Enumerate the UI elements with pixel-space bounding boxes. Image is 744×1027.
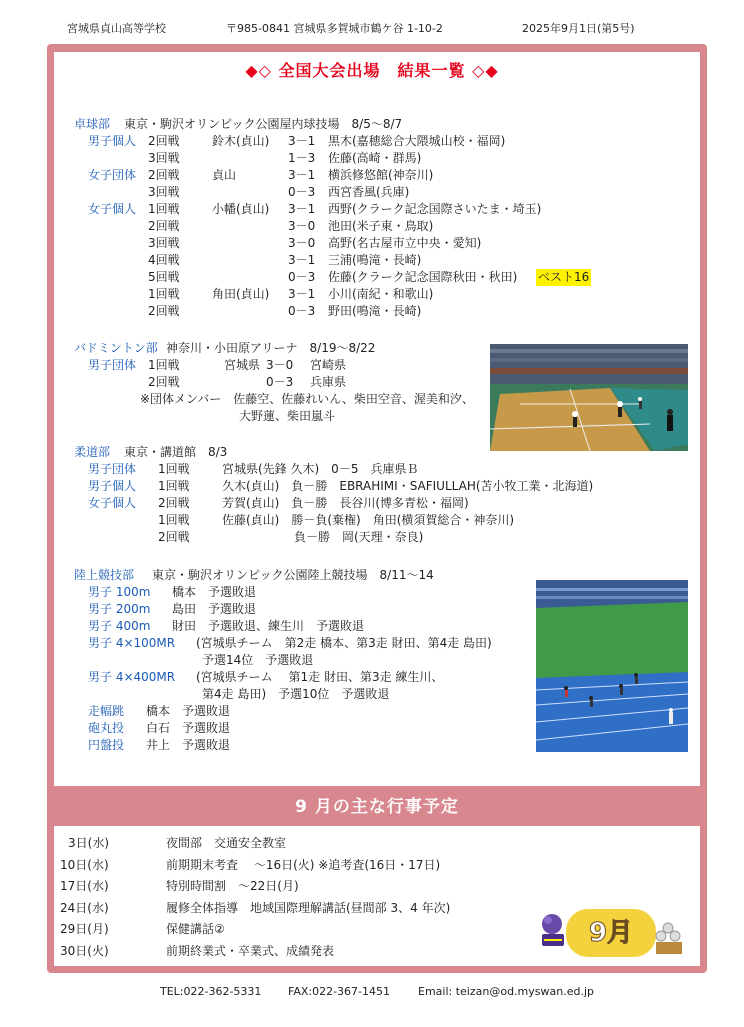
event-name: 円盤投 — [88, 738, 125, 752]
result-row — [74, 461, 674, 478]
opponent: 野田(鳴滝・長崎) — [328, 304, 422, 318]
score: 3－1 — [288, 168, 316, 182]
round: 1回戦 — [148, 287, 180, 301]
round: 2回戦 — [148, 304, 180, 318]
result-row — [74, 703, 544, 720]
round: 2回戦 — [158, 530, 190, 544]
schedule-row — [54, 834, 654, 852]
round: 1回戦 — [148, 202, 180, 216]
result-row — [74, 218, 674, 235]
event-name: 男子 4×100MR — [88, 636, 176, 650]
result-row — [74, 720, 544, 737]
category: 男子団体 — [88, 462, 137, 476]
sport-name: 卓球部 — [74, 117, 111, 131]
result-row — [74, 737, 544, 754]
result: 芳賀(貞山) 負－勝 長谷川(博多青松・福岡) — [222, 496, 469, 510]
player: 角田(貞山) — [212, 287, 270, 301]
event-name: 砲丸投 — [88, 721, 125, 735]
result-row — [74, 512, 674, 529]
opponent: 横浜修悠館(神奈川) — [328, 168, 434, 182]
score: 3－1 — [288, 253, 316, 267]
player: 小幡(貞山) — [212, 202, 270, 216]
player: 鈴木(貞山) — [212, 134, 270, 148]
schedule-event: 保健講話② — [166, 922, 225, 936]
category: 男子個人 — [88, 134, 137, 148]
event-name: 男子 400m — [88, 619, 151, 633]
result-row — [74, 150, 674, 167]
sport-name: 柔道部 — [74, 445, 111, 459]
schedule-date: 24日(水) — [60, 900, 109, 915]
round: 2回戦 — [148, 375, 180, 389]
schedule-date: 29日(月) — [60, 922, 109, 936]
venue: 東京・駒沢オリンピック公園屋内球技場 8/5～8/7 — [124, 117, 403, 131]
badminton-arena-image — [490, 344, 688, 451]
score: 3－1 — [288, 134, 316, 148]
page-footer — [0, 985, 744, 1001]
table-tennis-section — [74, 116, 674, 320]
opponent: 小川(南紀・和歌山) — [328, 287, 434, 301]
schedule-event: 前期期末考査 ～16日(火) ※追考査(16日・17日) — [166, 857, 441, 872]
result-row — [74, 495, 674, 512]
result-row — [74, 167, 674, 184]
category: 男子団体 — [88, 358, 137, 372]
badminton-photo — [490, 344, 688, 451]
result-row — [74, 201, 674, 218]
event-name: 男子 4×400MR — [88, 670, 176, 684]
result: 橋本 予選敗退 — [172, 585, 257, 599]
result-row — [74, 686, 544, 703]
opponent: 西野(クラーク記念国際さいたま・埼玉) — [328, 202, 542, 216]
result: 宮城県(先鋒 久木) 0－5 兵庫県Ｂ — [222, 462, 419, 476]
school-address: 〒985-0841 宮城県多賀城市鶴ケ谷 1-10-2 — [226, 22, 443, 35]
result-row — [74, 669, 544, 686]
round: 5回戦 — [148, 270, 180, 284]
result: 財田 予選敗退、練生川 予選敗退 — [172, 619, 365, 633]
venue: 東京・講道館 8/3 — [124, 445, 228, 459]
round: 3回戦 — [148, 236, 180, 250]
round: 1回戦 — [148, 358, 180, 372]
result-row — [74, 529, 674, 546]
category: 男子個人 — [88, 479, 137, 493]
round: 3回戦 — [148, 151, 180, 165]
category: 女子団体 — [88, 168, 137, 182]
athletics-photo — [536, 580, 688, 752]
athletics-section — [74, 567, 544, 754]
schedule-date: 10日(水) — [60, 857, 109, 872]
result: 第4走 島田) 予選10位 予選敗退 — [202, 687, 390, 701]
score: 0－3 — [288, 270, 316, 284]
round: 3回戦 — [148, 185, 180, 199]
judo-section — [74, 444, 674, 546]
result-row — [74, 269, 674, 286]
opponent: 佐藤(クラーク記念国際秋田・秋田) — [328, 270, 518, 284]
round: 4回戦 — [148, 253, 180, 267]
opponent: 兵庫県 — [310, 375, 347, 389]
result: 久木(貞山) 負－勝 EBRAHIMI・SAFIULLAH(苫小牧工業・北海道) — [222, 479, 594, 493]
result-row — [74, 184, 674, 201]
opponent: 西宮香風(兵庫) — [328, 185, 410, 199]
event-name: 男子 100m — [88, 585, 151, 599]
telephone: TEL:022-362-5331 — [160, 985, 262, 998]
schedule-event: 履修全体指導 地域国際理解講話(昼間部 3、4 年次) — [166, 900, 451, 915]
round: 2回戦 — [158, 496, 190, 510]
result-row — [74, 286, 674, 303]
result: (宮城県チーム 第2走 橋本、第3走 財田、第4走 島田) — [196, 636, 492, 650]
schedule-event: 前期終業式・卒業式、成績発表 — [166, 943, 335, 958]
result: 佐藤(貞山) 勝－負(棄権) 角田(横須賀総合・神奈川) — [222, 513, 515, 527]
result-row — [74, 133, 674, 150]
september-badge — [538, 906, 688, 960]
result-row — [74, 235, 674, 252]
schedule-event: 特別時間割 ～22日(月) — [166, 879, 299, 893]
opponent: 佐藤(高崎・群馬) — [328, 151, 422, 165]
sport-name: 陸上競技部 — [74, 568, 135, 582]
score: 3－1 — [288, 287, 316, 301]
category: 女子個人 — [88, 496, 137, 510]
schedule-date: 17日(水) — [60, 879, 109, 893]
result-row — [74, 584, 544, 601]
issue-date: 2025年9月1日(第5号) — [522, 22, 635, 35]
event-name: 走幅跳 — [88, 704, 125, 718]
team-members: ※団体メンバー 佐藤空、佐藤れいん、柴田空音、渥美和汐、 — [140, 392, 474, 406]
sport-name: バドミントン部 — [74, 341, 158, 355]
opponent: 高野(名古屋市立中央・愛知) — [328, 236, 482, 250]
score: 3－0 — [288, 219, 316, 233]
result-row — [74, 635, 544, 652]
opponent: 三浦(鳴滝・長崎) — [328, 253, 422, 267]
result-row — [74, 357, 494, 374]
schedule-row — [54, 856, 654, 874]
result-row — [74, 374, 494, 391]
score: 0－3 — [266, 375, 294, 389]
result-row — [74, 601, 544, 618]
result: 橋本 予選敗退 — [146, 704, 231, 718]
page-header — [0, 20, 744, 38]
schedule-date: 3日(水) — [68, 836, 109, 850]
team-members-cont: 大野蓮、柴田嵐斗 — [239, 409, 336, 423]
result: 負－勝 岡(天理・奈良) — [222, 530, 424, 544]
score: 0－3 — [288, 185, 316, 199]
score: 3－0 — [266, 358, 294, 372]
email[interactable]: Email: teizan@od.myswan.ed.jp — [418, 985, 594, 998]
badminton-section — [74, 340, 494, 425]
round: 1回戦 — [158, 513, 190, 527]
result: 白石 予選敗退 — [146, 721, 231, 735]
round: 2回戦 — [148, 219, 180, 233]
schedule-date: 30日(火) — [60, 943, 109, 958]
venue: 神奈川・小田原アリーナ 8/19～8/22 — [166, 341, 376, 355]
venue: 東京・駒沢オリンピック公園陸上競技場 8/11～14 — [152, 568, 434, 582]
best16-badge: ベスト16 — [538, 270, 590, 284]
result: 井上 予選敗退 — [146, 738, 231, 752]
result: (宮城県チーム 第1走 財田、第3走 練生川、 — [196, 670, 444, 684]
score: 0－3 — [288, 304, 316, 318]
schedule-row — [54, 877, 654, 895]
result-row — [74, 618, 544, 635]
result: 予選14位 予選敗退 — [202, 653, 314, 667]
player: 貞山 — [212, 168, 237, 182]
result-row — [74, 652, 544, 669]
event-name: 男子 200m — [88, 602, 151, 616]
result-row — [74, 303, 674, 320]
round: 2回戦 — [148, 134, 180, 148]
result-row — [74, 478, 674, 495]
stadium-track-image — [536, 580, 688, 752]
month-badge-label: 9月 — [588, 918, 634, 948]
fax: FAX:022-367-1451 — [288, 985, 391, 998]
score: 3－1 — [288, 202, 316, 216]
round: 2回戦 — [148, 168, 180, 182]
page-title: ◆◇ 全国大会出場 結果一覧 ◇◆ — [245, 61, 499, 80]
schedule-event: 夜間部 交通安全教室 — [166, 836, 287, 850]
result: 島田 予選敗退 — [172, 602, 257, 616]
player: 宮城県 — [224, 358, 261, 372]
schedule-heading: 9 月の主な行事予定 — [295, 797, 459, 817]
opponent: 宮崎県 — [310, 358, 347, 372]
round: 1回戦 — [158, 479, 190, 493]
score: 3－0 — [288, 236, 316, 250]
round: 1回戦 — [158, 462, 190, 476]
opponent: 池田(米子東・鳥取) — [328, 219, 434, 233]
result-row — [74, 252, 674, 269]
school-name: 宮城県貞山高等学校 — [67, 22, 166, 35]
category: 女子個人 — [88, 202, 137, 216]
opponent: 黒木(嘉穂総合大隈城山校・福岡) — [328, 134, 506, 148]
score: 1－3 — [288, 151, 316, 165]
